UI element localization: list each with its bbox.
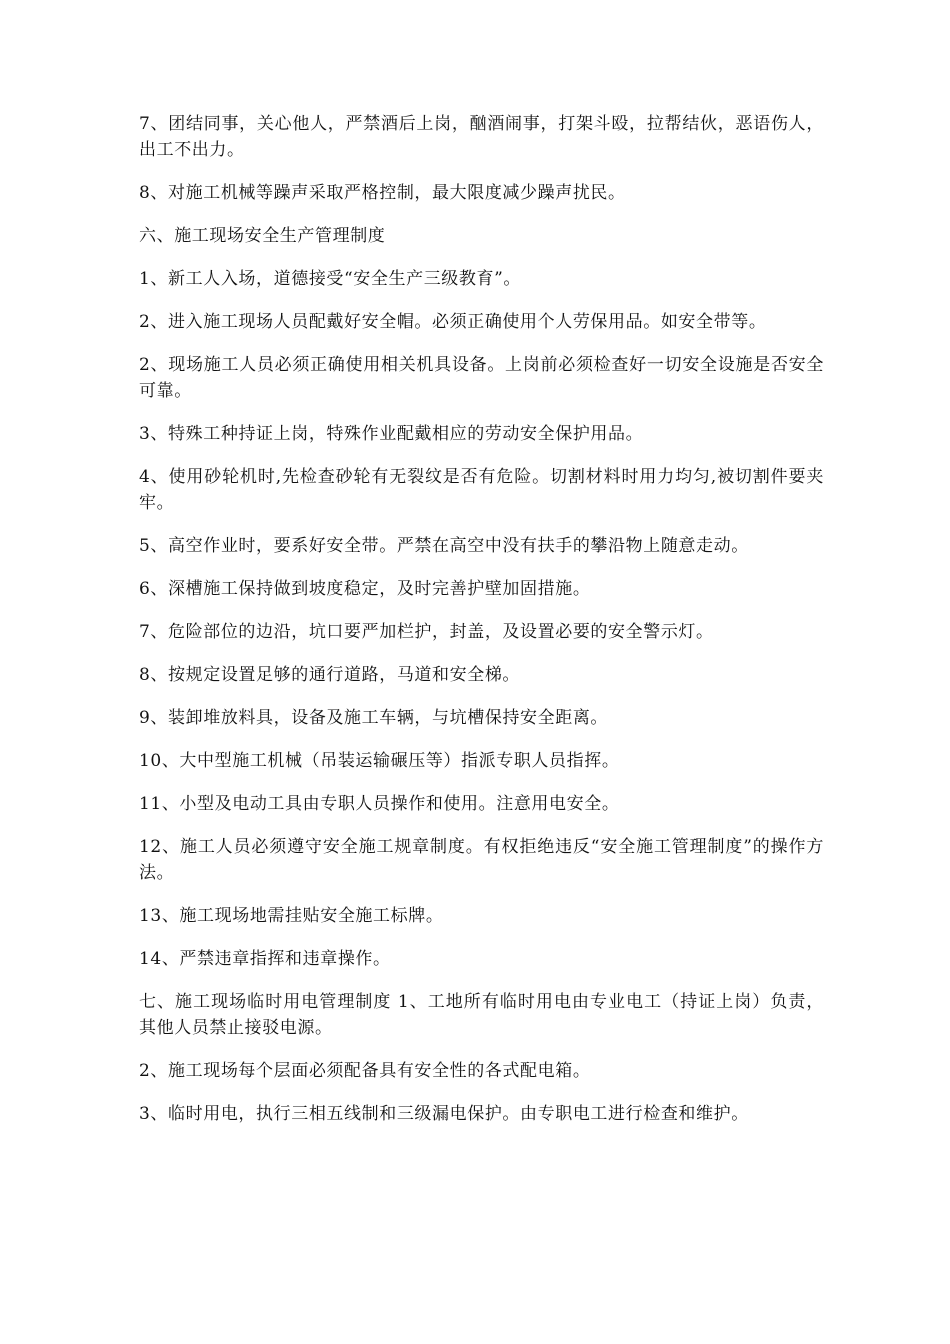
paragraph: 3、临时用电，执行三相五线制和三级漏电保护。由专职电工进行检查和维护。 xyxy=(139,1104,749,1124)
paragraph: 2、施工现场每个层面必须配备具有安全性的各式配电箱。 xyxy=(139,1061,591,1081)
paragraph: 3、特殊工种持证上岗，特殊作业配戴相应的劳动安全保护用品。 xyxy=(139,424,644,444)
paragraph: 8、对施工机械等躁声采取严格控制，最大限度减少躁声扰民。 xyxy=(139,183,626,203)
paragraph: 4、使用砂轮机时,先检查砂轮有无裂纹是否有危险。切割材料时用力均匀,被切割件要夹牢。 xyxy=(139,467,824,513)
paragraph: 13、施工现场地需挂贴安全施工标牌。 xyxy=(139,906,444,926)
paragraph: 10、大中型施工机械（吊装运输碾压等）指派专职人员指挥。 xyxy=(139,751,620,771)
paragraph: 2、现场施工人员必须正确使用相关机具设备。上岗前必须检查好一切安全设施是否安全可靠。 xyxy=(139,355,824,401)
section-heading: 六、施工现场安全生产管理制度 xyxy=(139,226,386,246)
section-heading: 七、施工现场临时用电管理制度 1、工地所有临时用电由专业电工（持证上岗）负责，其他人员禁止接驳电源。 xyxy=(139,992,824,1038)
paragraph: 6、深槽施工保持做到坡度稳定，及时完善护壁加固措施。 xyxy=(139,579,591,599)
document-body xyxy=(139,111,824,1144)
paragraph: 9、装卸堆放料具，设备及施工车辆，与坑槽保持安全距离。 xyxy=(139,708,609,728)
paragraph: 7、团结同事，关心他人，严禁酒后上岗，酗酒闹事，打架斗殴，拉帮结伙，恶语伤人，出工不出力。 xyxy=(139,114,824,160)
paragraph: 5、高空作业时，要系好安全带。严禁在高空中没有扶手的攀沿物上随意走动。 xyxy=(139,536,749,556)
paragraph: 14、严禁违章指挥和违章操作。 xyxy=(139,949,391,969)
paragraph: 1、新工人入场，道德接受“安全生产三级教育”。 xyxy=(139,269,521,289)
paragraph: 2、进入施工现场人员配戴好安全帽。必须正确使用个人劳保用品。如安全带等。 xyxy=(139,312,767,332)
paragraph: 7、危险部位的边沿，坑口要严加栏护，封盖，及设置必要的安全警示灯。 xyxy=(139,622,714,642)
paragraph: 12、施工人员必须遵守安全施工规章制度。有权拒绝违反“安全施工管理制度”的操作方法。 xyxy=(139,837,824,883)
paragraph: 11、小型及电动工具由专职人员操作和使用。注意用电安全。 xyxy=(139,794,620,814)
paragraph: 8、按规定设置足够的通行道路，马道和安全梯。 xyxy=(139,665,521,685)
